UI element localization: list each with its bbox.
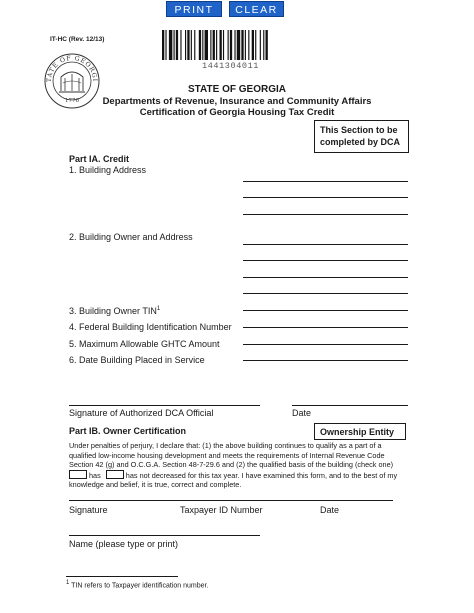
footnote	[66, 580, 208, 589]
form-id: IT-HC (Rev. 12/13)	[50, 36, 105, 43]
owner-date-label: Date	[320, 505, 340, 515]
barcode	[162, 30, 312, 65]
dca-box-line2: completed by DCA	[320, 137, 401, 147]
ownership-entity-box: Ownership Entity	[314, 423, 406, 440]
max-ghtc-line[interactable]	[243, 344, 408, 345]
part-ia-title: Part IA. Credit	[69, 154, 130, 164]
owner-name-label: Name (please type or print)	[69, 539, 179, 549]
owner-certification-text	[69, 441, 414, 490]
dca-box-line1: This Section to be	[320, 125, 398, 135]
has-not-checkbox[interactable]	[106, 470, 124, 479]
state-heading: STATE OF GEORGIA	[188, 84, 286, 95]
footnote-marker: 1	[66, 580, 70, 586]
cert-line-1: Under penalties of perjury, I declare that: (1) the above building continues to qualify as a part of a	[69, 441, 382, 450]
clear-button[interactable]: CLEAR	[229, 1, 284, 17]
cert-line-2: qualified low-income housing development and meets the requirements of Internal Revenue Code	[69, 450, 385, 460]
building-address-line-2[interactable]	[243, 197, 408, 198]
owner-tin-footnote-marker: 1	[156, 306, 161, 312]
svg-text:STATE OF GEORGIA: TATE OF GEORGI	[45, 54, 99, 83]
print-button[interactable]: PRINT	[166, 1, 222, 17]
owner-signature-label: Signature	[69, 505, 108, 515]
form-title: Certification of Georgia Housing Tax Credit	[139, 107, 335, 118]
dca-section-box	[314, 120, 409, 153]
part-ib-title: Part IB. Owner Certification	[69, 426, 187, 436]
barcode-number: 1441304011	[202, 61, 260, 71]
building-address-line-3[interactable]	[243, 214, 408, 215]
owner-address-line-2[interactable]	[243, 260, 408, 261]
has-checkbox[interactable]	[69, 470, 87, 479]
owner-address-line-3[interactable]	[243, 277, 408, 278]
dca-date-label: Date	[292, 408, 312, 418]
footnote-divider	[66, 576, 178, 577]
dca-signature-label: Signature of Authorized DCA Official	[69, 408, 214, 418]
svg-text:1776: 1776	[65, 98, 79, 104]
owner-tin-line[interactable]	[243, 310, 408, 311]
cert-line-5: knowledge and belief, it is true, correct and complete.	[69, 480, 242, 490]
departments-heading: Departments of Revenue, Insurance and Community Affairs	[102, 96, 372, 107]
owner-address-line-1[interactable]	[243, 244, 408, 245]
dca-date-line[interactable]	[292, 405, 408, 406]
building-address-line-1[interactable]	[243, 181, 408, 182]
owner-name-line[interactable]	[69, 535, 260, 536]
owner-address-label: 2. Building Owner and Address	[69, 232, 193, 242]
federal-id-label: 4. Federal Building Identification Number	[69, 322, 232, 332]
building-address-label: 1. Building Address	[69, 165, 147, 175]
owner-address-line-4[interactable]	[243, 293, 408, 294]
owner-tin-text: 3. Building Owner TIN	[69, 306, 157, 316]
max-ghtc-label: 5. Maximum Allowable GHTC Amount	[69, 339, 220, 349]
federal-id-line[interactable]	[243, 327, 408, 328]
dca-signature-line[interactable]	[69, 405, 260, 406]
taxpayer-id-label: Taxpayer ID Number	[180, 505, 263, 515]
owner-signature-line[interactable]	[69, 500, 393, 501]
cert-line-4	[69, 470, 414, 481]
footnote-text: TIN refers to Taxpayer identification number.	[71, 582, 209, 590]
date-placed-label: 6. Date Building Placed in Service	[69, 355, 205, 365]
cert-line-3: Section 42 (g) and O.C.G.A. Section 48-7-29.6 and (2) the qualified basis of the building (check one)	[69, 460, 394, 470]
date-placed-line[interactable]	[243, 360, 408, 361]
has-label: has	[89, 470, 101, 480]
owner-tin-label	[69, 306, 160, 316]
has-not-label: has not decreased for this tax year. I have examined this form, and to the best of my	[125, 470, 398, 480]
